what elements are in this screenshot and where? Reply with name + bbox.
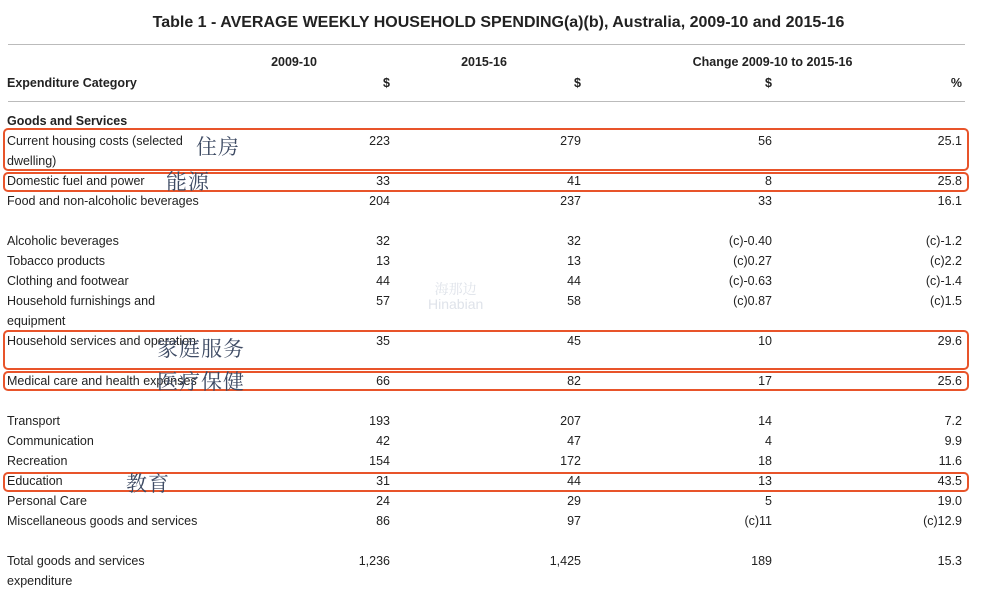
header-year-2015-16: 2015-16 <box>461 55 507 69</box>
row-change-percent: (c)2.2 <box>930 254 962 268</box>
row-change-dollars: 56 <box>758 134 772 148</box>
row-category: Household furnishings and equipment <box>7 294 156 328</box>
row-value-2009-10: 204 <box>369 194 390 208</box>
row-change-dollars: 33 <box>758 194 772 208</box>
row-change-percent: 29.6 <box>937 334 962 348</box>
row-change-dollars: 8 <box>765 174 772 188</box>
row-change-dollars: 13 <box>758 474 772 488</box>
row-value-2015-16: 41 <box>567 174 581 188</box>
row-change-dollars: 18 <box>758 454 772 468</box>
annotation-education: 教育 <box>126 472 170 496</box>
row-category: Miscellaneous goods and services <box>7 514 198 528</box>
row-change-percent: (c)1.5 <box>930 294 962 308</box>
row-value-2009-10: 1,236 <box>358 554 390 568</box>
row-category: Communication <box>7 434 94 448</box>
row-change-dollars: 10 <box>758 334 772 348</box>
row-category: Current housing costs (selected dwelling) <box>7 134 183 168</box>
row-value-2009-10: 32 <box>376 234 390 248</box>
row-change-percent: 7.2 <box>944 414 962 428</box>
row-value-2009-10: 57 <box>376 294 390 308</box>
row-value-2015-16: 1,425 <box>549 554 581 568</box>
row-change-percent: 19.0 <box>937 494 962 508</box>
header-unit-change: $ <box>765 76 772 90</box>
row-value-2015-16: 279 <box>560 134 581 148</box>
row-change-dollars: 17 <box>758 374 772 388</box>
row-change-percent: 43.5 <box>937 474 962 488</box>
row-category: Transport <box>7 414 61 428</box>
row-category: Education <box>7 474 63 488</box>
row-change-dollars: 189 <box>751 554 772 568</box>
row-category: Food and non-alcoholic beverages <box>7 194 199 208</box>
title-divider <box>8 44 965 45</box>
section-heading: Goods and Services <box>7 114 128 128</box>
row-change-percent: 25.8 <box>937 174 962 188</box>
row-value-2009-10: 223 <box>369 134 390 148</box>
row-change-percent: 16.1 <box>937 194 962 208</box>
row-value-2015-16: 58 <box>567 294 581 308</box>
row-change-percent: 25.6 <box>937 374 962 388</box>
row-category: Medical care and health expenses <box>7 374 197 388</box>
row-value-2015-16: 13 <box>567 254 581 268</box>
row-change-percent: 11.6 <box>938 454 962 468</box>
row-change-dollars: (c)0.87 <box>733 294 772 308</box>
row-change-percent: 9.9 <box>944 434 962 448</box>
row-value-2015-16: 82 <box>567 374 581 388</box>
header-expenditure-category: Expenditure Category <box>7 76 137 90</box>
row-value-2009-10: 13 <box>376 254 390 268</box>
highlight-box-household-services <box>3 330 969 370</box>
row-value-2009-10: 193 <box>369 414 390 428</box>
row-value-2009-10: 42 <box>376 434 390 448</box>
row-change-percent: (c)12.9 <box>923 514 962 528</box>
table-title: Table 1 - AVERAGE WEEKLY HOUSEHOLD SPENDING(a)(b), Australia, 2009-10 and 2015-16 <box>152 14 845 31</box>
row-value-2015-16: 47 <box>567 434 581 448</box>
row-value-2009-10: 44 <box>376 274 390 288</box>
header-unit-2015-16: $ <box>574 76 581 90</box>
row-category: Household services and operation <box>7 334 197 348</box>
row-value-2015-16: 172 <box>560 454 581 468</box>
header-unit-2009-10: $ <box>383 76 390 90</box>
row-category: Personal Care <box>7 494 87 508</box>
row-change-percent: 15.3 <box>937 554 962 568</box>
row-value-2009-10: 154 <box>369 454 390 468</box>
row-change-dollars: 4 <box>765 434 772 448</box>
row-value-2015-16: 44 <box>567 474 581 488</box>
row-category: Tobacco products <box>7 254 105 268</box>
row-value-2015-16: 237 <box>560 194 581 208</box>
watermark-text: 海那边 <box>434 281 477 297</box>
row-value-2009-10: 86 <box>376 514 390 528</box>
row-category: Total goods and services expenditure <box>7 554 145 588</box>
annotation-household-services: 家庭服务 <box>157 337 245 361</box>
row-change-dollars: (c)0.27 <box>733 254 772 268</box>
header-year-2009-10: 2009-10 <box>271 55 317 69</box>
row-category: Recreation <box>7 454 68 468</box>
watermark-text-latin: Hinabian <box>428 296 484 312</box>
header-unit-percent: % <box>950 76 962 90</box>
annotation-housing: 住房 <box>196 135 240 159</box>
watermark <box>428 282 483 312</box>
row-value-2015-16: 32 <box>567 234 581 248</box>
row-value-2015-16: 44 <box>567 274 581 288</box>
row-category: Clothing and footwear <box>7 274 129 288</box>
highlight-box-medical <box>3 371 969 391</box>
row-change-percent: (c)-1.2 <box>925 234 962 248</box>
row-change-dollars: (c)-0.63 <box>728 274 772 288</box>
row-change-dollars: 5 <box>765 494 772 508</box>
row-value-2015-16: 45 <box>567 334 581 348</box>
row-value-2009-10: 24 <box>376 494 390 508</box>
header-change: Change 2009-10 to 2015-16 <box>692 55 853 69</box>
row-category: Domestic fuel and power <box>7 174 145 188</box>
annotation-medical: 医疗保健 <box>157 370 245 394</box>
row-value-2015-16: 207 <box>560 414 581 428</box>
annotation-energy: 能源 <box>166 170 210 194</box>
row-change-dollars: (c)11 <box>744 514 772 528</box>
row-change-percent: (c)-1.4 <box>925 274 962 288</box>
row-change-dollars: (c)-0.40 <box>728 234 772 248</box>
row-value-2015-16: 97 <box>567 514 581 528</box>
row-value-2009-10: 33 <box>376 174 390 188</box>
row-category: Alcoholic beverages <box>7 234 119 248</box>
row-value-2015-16: 29 <box>567 494 581 508</box>
row-change-percent: 25.1 <box>937 134 962 148</box>
header-divider <box>8 101 965 102</box>
row-value-2009-10: 35 <box>376 334 390 348</box>
row-value-2009-10: 66 <box>376 374 390 388</box>
row-value-2009-10: 31 <box>376 474 390 488</box>
highlight-box-housing <box>3 128 969 171</box>
highlight-box-fuel <box>3 172 969 192</box>
row-change-dollars: 14 <box>758 414 772 428</box>
